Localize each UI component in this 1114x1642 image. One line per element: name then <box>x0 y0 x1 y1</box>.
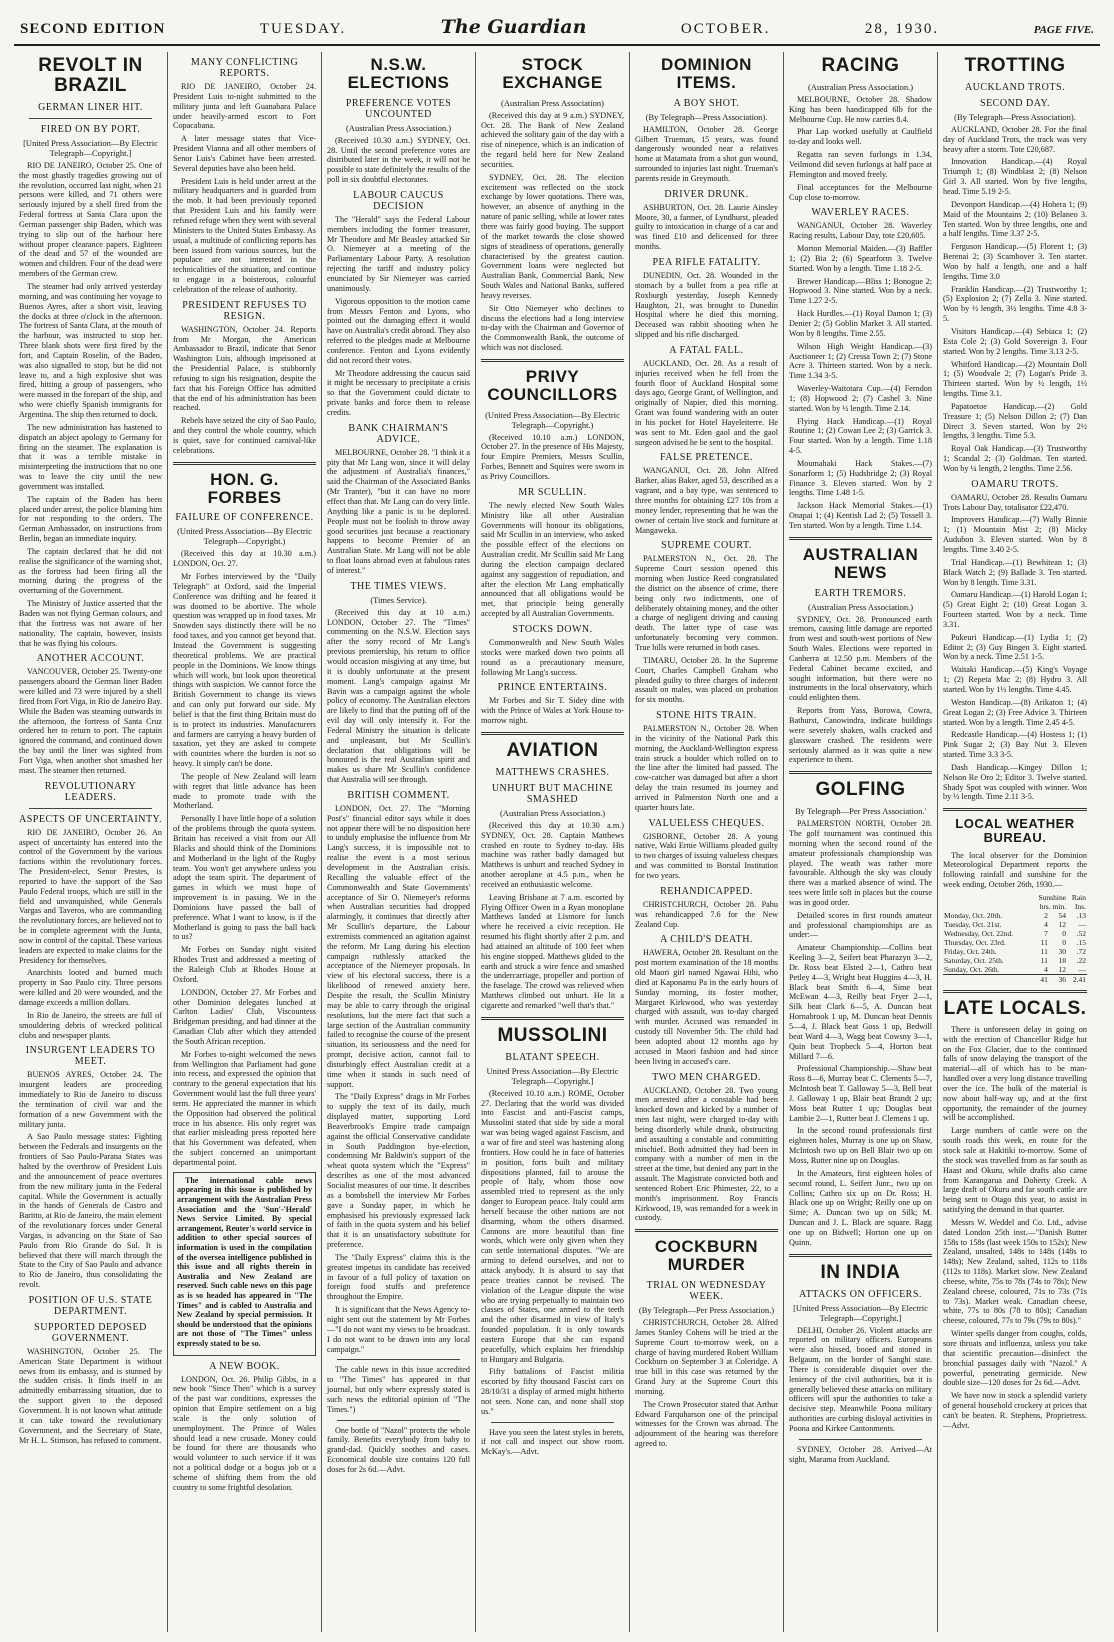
article-paragraph: Detailed scores in first rounds amateur and professional championships are as under:— <box>789 910 932 940</box>
table-row <box>943 929 1087 938</box>
article-paragraph: SYDNEY, Oct. 28. Pronounced earth tremors, causing little damage are reported from west and south-west portions of New South Wales. Elections were reported in Canberra at 12.50 p.m. Members of the Federal Cabinet became excited, and sought information, but there were no instruments in the local observatory, which could enlighten them. <box>789 614 932 703</box>
advertisement: Winter spells danger from coughs, colds, sore throats and influenza, unless you take that scientific precaution—disinfect the bronchial passages daily with "Nazol." A powerful, penetrating germicide. New double size—120 doses for 2s 6d.—Advt. <box>943 1329 1087 1388</box>
article-paragraph: Final acceptances for the Melbourne Cup close to-morrow. <box>789 182 932 202</box>
subhead: A FATAL FALL. <box>669 344 744 356</box>
subhead: MR SCULLIN. <box>518 486 587 498</box>
article-paragraph: DELHI, October 26. Violent attacks are reported on military officers. Europeans were also hissed, booed and stoned in Belgaum, on the border of Sanghi state. There is considerable disquiet over the leniency of the civil authorities, but it is generally believed these attacks on military officers will spur the authorities to take a decisive step. Meanwhile Poona military authorities are curbing disloyal activities in Poona and Kirkee Cantonments. <box>789 1325 932 1433</box>
race-result: Pukeuri Handicap.—(1) Lydia 1; (2) Editor 2; (3) Guy Bingen 3. Eight started. Won by a neck. Time 2.51 1-5. <box>943 632 1087 662</box>
credit-line: (By Telegraph—Per Press Association.) <box>638 1305 775 1315</box>
table-row <box>943 965 1087 975</box>
subhead: BANK CHAIRMAN'S ADVICE. <box>348 422 449 445</box>
article-paragraph: Sir Otto Niemeyer who declines to discuss the elections had a long interview to-day with the Chairman and Governor of the Commonwealth Bank, the outcome of which was not disclosed. <box>481 303 624 353</box>
table-row <box>943 920 1087 929</box>
column-7 <box>938 52 1092 1632</box>
credit-line: (Australian Press Association.) <box>345 122 452 133</box>
article-paragraph: Mr Forbes interviewed by the "Daily Telegraph" at Oxford, said the Imperial Conference was drifting and he feared it was doomed to be abortive. The whole question was wrapped up in food taxes. Mr Snowden says distinctly there will be no food taxes, and you cannot get beyond that. Instead the Government is suggesting theoretical problems. We are practical people in the Dominions. We know things which will work, but look upon theoretical things with suspicion. We cannot force the British Government to change its views and can only put forward our side. My belief is that the first thing Britain must do is to protect its industries. Manufacturers and farmers are carrying a heavy burden of taxation, yet they are asked to compete with countries where the burden is not so heavy. It simply can't be done. <box>173 572 316 769</box>
article-paragraph: WASHINGTON, October 25. The American State Department is without news from its embassy, and is stunned by the sudden crisis. It finds itself in an admittedly embarrassing situation, due to the support given to the deposed Government. It is not known what attitude it can take toward the revolutionary Government, and the Secretary of State, Mr H. L. Stimson, has refused to comment. <box>19 1346 162 1445</box>
article-paragraph: Fifty battalions of Fascist militia escorted by fifty thousand Fascist cars on 28/10/31 a display of armed might hitherto not seen. None can, and none shall stop us." <box>481 1367 624 1416</box>
article-paragraph: A later message states that Vice-President Vianna and all other members of Senor Luis's Cabinet have been arrested. Several deputies have also been held. <box>173 134 316 173</box>
table-header: hrs. min. <box>1039 901 1067 911</box>
notice-text: The international cable news appearing in this issue is published by arrangement with the Australian Press Association and the 'Sun'-'Herald' News Service Limited. By special arrangement, Reuter's world service in addition to other special sources of information is used in the compilation of the oversea intelligence published in this issue and all rights therein in Australia and New Zealand are reserved. Such cable news on this page as is so headed has appeared in "The Times" and is cabled to Australia and New Zealand by special permission. It should be understood that the opinions are not those of "The Times" unless expressly stated to be so. <box>177 1175 312 1348</box>
article-paragraph: Leaving Brisbane at 7 a.m. escorted by Flying Officer Owen in a Ryan monoplane Matthews landed at Lismore for lunch where he received a civic reception. He resumed his flight shortly after 2 p.m. and had attained an altitude of 100 feet when his engine stopped. Matthews glided to the earth and struck a wire fence and smashed the undercarriage, propeller and portion of the fuselage. The crowd was relieved when Matthews climbed out unhurt. He lit a cigarette and remarked "well that's that." <box>481 892 624 1010</box>
article-paragraph: LONDON, October 27. Mr Forbes and other Dominion delegates lunched at Carlton Ladies' Club, Viscountess Bridgeman presiding, and had dinner at the Canadian Club after which they attended the South African reception. <box>173 987 316 1046</box>
article-paragraph: LONDON, Oct. 27. The "Morning Post's" financial editor says while it does not appear there will be no disposition here to unduly emphasise the influence from Mr Lang's success, it is impossible not to realise the event is a most serious development in the Australian crisis. Recalling the valuable effect of the Commonwealth and State Governments' acceptance of Sir O. Niemeyer's reforms when Australian securities had dropped alarmingly, it continues that directly after Mr Scullin's departure, the Labour extremists commenced an agitation against the reform. Mr Lang during his election campaign ruthlessly attacked the acceptance of the Niemeyer proposals. In view of his electoral success, there is a likelihood of renewed anxiety here. Despite the result, the Scullin Ministry may be able to carry through the original resolutions, but the mere fact that such a large section of the Australian community failed to recognise the course of the present situation, its seriousness and the need for prompt, decisive action, cannot fail to disturbingly effect Australian credit at a time when it stands in such need of support. <box>327 803 470 1089</box>
headline-australian-news: AUSTRALIAN NEWS <box>802 544 919 582</box>
table-row <box>943 911 1087 920</box>
article-paragraph: The steamer had only arrived yesterday morning, and was continuing her voyage to Buenos Ayres, after a short visit, leaving the docks at three o'clock in the afternoon. The fortress of Santa Clara, at the mouth of the harbour, was instructed to stop her. Three blank shots were first fired by the fort, and Captain Roselin, of the Baden, was also signalled to stop, but he did not leave to, and a high explosive shot was fired, hitting a group of passengers, who were massed in the forepart of the ship, and who were chiefly Spanish immigrants for Argentina. The ship then returned to dock. <box>19 282 163 419</box>
race-result: Flying Hack Handicap.—(1) Royal Routine 1; (2) Cowan Lee 2; (3) Garrick 3. Four started. Won by a length. Time 1.18 4-5. <box>789 416 932 456</box>
table-row <box>943 938 1087 947</box>
headline-aviation: AVIATION <box>506 739 599 761</box>
article-paragraph: The captain of the Baden has been placed under arrest, the police blaming him for not responding to the orders. The German Ambassador, on instructions from Berlin, began an immediate inquiry. <box>19 494 162 544</box>
article-paragraph: (Received 10.10 a.m.) LONDON, October 27. In the presence of His Majesty, four Empire Premiers, Messrs Scullin, Forbes, Bennett and Squires were sworn in as Privy Councillors. <box>481 432 624 481</box>
table-row <box>943 956 1087 965</box>
article-paragraph: MELBOURNE, October 28. "I think it a pity that Mr Lang won, since it will delay the adjustment of Australia's finances," said the Chairman of the Associated Banks (Mr Tranter), "but it can have no more effect than that. Mr Lang can do very little. Anything like a panic is to be deplored. People must not be foolish to throw away good securities just because a reactionary happens to become Premier of an Australian State. Mr Lang will not be able to float loans abroad even at fabulous rates of interest." <box>327 447 470 575</box>
race-result: Redcastle Handicap.—(4) Hostess 1; (1) Pink Sugar 2; (3) Bay Nut 3. Eleven started. Time 3.3 3-5. <box>943 730 1087 760</box>
article-paragraph: AUCKLAND, October 28. For the final day of Auckland Trots, the track was very heavy after a storm. Tote £20,687. <box>943 124 1087 154</box>
subhead: MANY CONFLICTING REPORTS. <box>190 57 299 79</box>
article-paragraph: WANGANUI, Oct. 28. John Alfred Barker, alias Baker, aged 53, described as a vagrant, and a bay type, was sentenced to three months for obtaining £27 10s from a money lender, representing that he was the owner of certain live stock and furniture at Mangaweka. <box>635 466 778 535</box>
headline-trotting: TROTTING <box>964 55 1066 76</box>
subhead: SUPPORTED DEPOSED GOVERNMENT. <box>34 1321 147 1344</box>
table-cell: 12 <box>1058 964 1067 974</box>
headline-nsw-elections: N.S.W. ELECTIONS <box>347 55 450 92</box>
article-paragraph: BUENOS AYRES, October 24. The insurgent leaders are proceeding immediately to Rio de Janeiro to discuss the termination of civil war and the formation of a new Government with the military junta. <box>19 1070 162 1129</box>
article-paragraph: CHRISTCHURCH, October 28. Alfred James Stanley Cohens will be tried at the Supreme Court to-morrow week, on a charge of having murdered Robert William Cockburn on September 3 at Coleridge. A true bill in this case was returned by the Grand Jury at the Supreme Court this morning. <box>635 1318 778 1396</box>
article-paragraph: HAMILTON, October 28. George Gilbert Trueman, 15 years, was found dangerously wounded near a relatives home at Matamata from a shot gun wound, surrounded to injuries last night. Trueman's parents reside in Greymouth. <box>635 124 778 183</box>
subhead: MATTHEWS CRASHES. <box>495 766 610 778</box>
article-paragraph: HAWERA, October 28. Resultant on the post mortem examination of the 18 months old Maori girl named Ngawai Hihi, who died at Kaponamu Pa in the early hours of Sunday morning, its foster mother, Margaret Kirkwood, who was yesterday charged with assault, was to-day charged with murder. Accused was remanded in custody till November 5th. The child had been adopted about 12 months ago by accused in Maori fashion and had since been living in accused's care. <box>635 948 778 1066</box>
subhead: DRIVER DRUNK. <box>664 188 749 200</box>
race-result: Franklin Handicap.—(2) Trustworthy 1; (5) Explosion 2; (7) Zella 3. Nine started. Won by ½ length, 3½ lengths. Time 4.8 3-5. <box>943 284 1087 324</box>
subhead: ANOTHER ACCOUNT. <box>36 653 145 665</box>
article-paragraph: (Received this day at 10 a.m.) LONDON, October 27. The "Times" commenting on the N.S.W. Election says after the sorry record of Mr Lang's previous premiership, his return to office would occasion misgiving at any time, but it is doubly unfortunate at the present moment. Lang's campaign against Mr Bavin was a campaign against the whole policy of economy. The Australian electors are likely to find that the putting off of the evil day will only intensify it. For the Federal Ministry the situation is delicate and unpleasant, but Mr Scullin's declaration that obligations will be honoured is the real Australian spirit and makes us share Mr Scullin's confidence that Australia will see through. <box>327 607 470 785</box>
article-paragraph: WASHINGTON, October 24. Reports from Mr Morgan, the American Ambassador to Brazil, indicate that Senor Washington Luis, although imprisoned at the Presidential Palace, is stubbornly refusing to sign his resignation, despite the fact that his Foreign Office has admitted that the end of his administration has been reached. <box>173 324 316 413</box>
subhead: OAMARU TROTS. <box>971 478 1059 490</box>
article-paragraph: In the second round professionals first eighteen holes, Murray is one up on Shaw, McIntosh two up on Bell Blair two up on Moss, Rutter nine up on Douglas. <box>789 1126 932 1165</box>
column-2 <box>168 52 322 1632</box>
table-cell: Saturday, Oct. 25th. <box>944 955 1004 965</box>
article-paragraph: Anarchists looted and burned much property in Sao Paulo city. Three persons were killed and 20 were wounded, and the damage exceeds a million dollars. <box>19 968 162 1007</box>
article-paragraph: PALMERSTON NORTH, October 28. The golf tournament was continued this morning when the second round of the amateur professionals championship was played. The weath was rather more favourable. Although the sky was cloudy there was a marked absence of wind. The tees were little soft in places but the course was in good order. <box>789 819 932 907</box>
article-paragraph: SYDNEY, Oct. 28. The election excitement was reflected on the stock exchange by lower quotations. There was, however, an absence of anything in the nature of panic selling, while at lower rates there was fairly good buying. The support of the market towards the close showed signs of steadiness of operations, generally characterised by the greatest caution. Government loans were neglected but Australian Bank, Commercial Bank, New South Wales and National Banks, suffered heavy reverses. <box>481 172 624 300</box>
table-cell: 12 <box>1058 919 1067 929</box>
table-header: Ins. <box>1074 901 1086 911</box>
notice-text: The cable news in this issue accredited to "The Times" has appeared in that journal, but only where expressly stated is such news the editorial opinion of "The Times.") <box>327 1365 470 1414</box>
article-paragraph: RIO DE JANEIRO, October 24. President Luis to-night submitted to the military junta and left Guanabara Palace under heavily-armed escort to Fort Copacabana. <box>173 82 316 131</box>
masthead <box>14 16 1100 46</box>
subhead: INSURGENT LEADERS TO MEET. <box>25 1045 156 1068</box>
table-cell: 0 <box>1062 928 1067 938</box>
article-paragraph: Mr Forbes to-night welcomed the news from Wellington that Parliament had gone into recess, and expressed the opinion that contrary to the general expectation that his Government would last the full three years' term. He appreciated the manner in which the Opposition had observed the political truce in his absence. His only regret was that earlier misleading press reported here that his Government was defeated, when the subject concerned an unimportant departmental point. <box>173 1049 316 1167</box>
credit-line: (Australian Press Association.) <box>807 601 914 612</box>
headline-golfing: GOLFING <box>815 779 906 801</box>
weather-table <box>943 893 1087 984</box>
table-cell: 2.41 <box>1072 974 1086 984</box>
article-paragraph: President Luis is held under arrest at the military headquarters and is guarded from the mob. It had been previously reported that President Luis and his family were refused refuge when they went with several Ministers to the United States Embassy. As usual, a multitude of conflicting reports has been issued from various sources, but the populace are not interested in the technicalities of the situation, and continue to engage in a boisterous, colourful celebration of the release of authority. <box>173 176 316 294</box>
table-cell: .15 <box>1076 937 1086 947</box>
article-paragraph: The local observer for the Dominion Meteorological Department reports the following rainfall and sunshine for the week ending, October 26th, 1930.— <box>943 850 1087 890</box>
headline-racing: RACING <box>821 55 900 76</box>
subhead: LABOUR CAUCUS DECISION <box>353 189 444 212</box>
subhead: THE TIMES VIEWS. <box>350 580 447 592</box>
subhead: PEA RIFLE FATALITY. <box>652 256 761 268</box>
table-cell <box>943 974 1031 984</box>
table-cell: 11 <box>1040 937 1048 947</box>
headline-late-locals: LATE LOCALS. <box>943 997 1087 1019</box>
credit-line: (Australian Press Association.) <box>807 81 914 92</box>
column-4 <box>476 52 630 1632</box>
subhead: POSITION OF U.S. STATE DEPARTMENT. <box>28 1294 153 1317</box>
subhead: A NEW BOOK. <box>209 1360 280 1372</box>
subhead: WAVERLEY RACES. <box>811 207 910 219</box>
race-result: Waitaki Handicap.—(5) King's Voyage 1; (2) Repeta Mac 2; (8) Hydro 3. All started. Won by 1½ lengths. Time 4.45. <box>943 665 1087 694</box>
headline-privy-councillors: PRIVY COUNCILLORS <box>487 366 618 404</box>
race-result: Innovation Handicap.—(4) Royal Triumph 1; (8) Windblast 2; (8) Nelson Girl 3. All started. Won by five lengths, head. Time 5.19 2-5. <box>943 157 1087 196</box>
article-paragraph: Mr Forbes on Sunday night visited Rhodes Trust and addressed a meeting of the Raleigh Club at Rhodes House at Oxford. <box>173 945 316 984</box>
subhead: REVOLUTIONARY LEADERS. <box>44 780 137 803</box>
article-paragraph: It is significant that the News Agency to-night sent out the statement by Mr Forbes—"I do not want my views to be broadcast. I do not want to be drawn into any local campaign." <box>327 1305 470 1354</box>
table-header: Rain <box>1071 892 1086 902</box>
article-paragraph: PALMERSTON N., Oct. 28. The Supreme Court session opened this morning when Justice Reed congratulated the district on the absence of crime, there being only two indictments, one of deliberately obtaining money, and the other a charge of negligent driving and causing death. The latter type of case was unfortunately becoming very common. True bills were returned in both cases. <box>635 554 778 652</box>
table-header <box>943 902 1031 911</box>
subhead: FALSE PRETENCE. <box>660 452 753 464</box>
table-cell: 41 <box>1040 974 1048 984</box>
credit-line: (By Telegraph—Press Association). <box>645 111 768 122</box>
credit-line: By Telegraph—Per Press Association.' <box>794 806 927 817</box>
article-paragraph: GISBORNE, October 28. A young native, Waki Ernie Williams pleaded guilty to two charges of issuing valueless cheques and was committed to Borstal Institution for two years. <box>635 831 778 880</box>
table-cell: 11 <box>1040 955 1048 965</box>
headline-local-weather-bureau: LOCAL WEATHER BUREAU. <box>955 816 1075 845</box>
subhead: STOCKS DOWN. <box>512 623 593 635</box>
notice-box <box>173 1172 316 1356</box>
article-paragraph: In the Amateurs, first eighteen holes of second round, L. Seifert Junr., two up on Collins; Cathro six up on Dr. Ross; H. Black one up on Wright; Reilly one up on Sime; A. Duncan two up on Silk; M. Duncan and J. L. Black are square. Ragg one up on Bidwell; Horton one up on Quinn. <box>789 1168 932 1247</box>
advertisement: One bottle of "Nazol" protects the whole family. Benefits everybody from baby to grand-dad. Quickly soothes and cases. Economical double size contains 120 full doses for 2s 6d.—Advt. <box>327 1425 470 1474</box>
subhead: FAILURE OF CONFERENCE. <box>175 512 314 524</box>
article-paragraph: Professional Championship.—Shaw beat Ross 8—6, Murray beat C. Clements 5—7, McIntosh beat T. Galloway 5—3, Bell beat J. Galloway 1 up, Blair beat Brandt 2 up; Moss beat Rutter 1 up; Douglas beat Lambie 2—1, Rutter beat J. Clemens 1 up. <box>789 1064 932 1123</box>
edition-label: SECOND EDITION <box>20 21 166 37</box>
subhead: ASPECTS OF UNCERTAINTY. <box>19 813 162 825</box>
credit-line: (Australian Press Association.) <box>499 807 606 818</box>
headline-stock-exchange: STOCK EXCHANGE <box>502 55 603 92</box>
race-result: Improvers Handicap.—(7) Wally Binnie 1; (1) Mountain Mist 2; (8) Micky Audubon 3. Eleven started. Won by 8 lengths. Time 3.40 2-5. <box>943 515 1087 554</box>
table-header: Sunshine <box>1038 892 1067 902</box>
race-result: Whitford Handicap.—(2) Mountain Doll 1; (5) Woodvale 2; (7) Logan's Pride 3. Thirteen started. Won by ½ length, 1½ lengths. Time 3.1. <box>943 359 1087 399</box>
subhead: GERMAN LINER HIT. <box>38 101 143 113</box>
credit-line: (By Telegraph—Press Association). <box>954 111 1076 122</box>
table-header-row <box>943 893 1087 902</box>
article-paragraph: (Received 10.30 a.m.) SYDNEY, Oct. 28. Until the second preference votes are distributed later in the week, it will not be possible to state definitely the results of the poll in six doubtful electorates. <box>327 135 470 185</box>
newspaper-title: The Guardian <box>440 16 587 38</box>
column-5 <box>630 52 784 1632</box>
article-paragraph: PALMERSTON N., October 28. When in the vicinity of the National Park this morning, the Auckland-Wellington express train struck a boulder which rolled on to the line after the limited had passed. The cow-catcher was damaged but after a short delay the train resumed its journey and arrived in Palmerston North one and a quarter hours late. <box>635 724 778 812</box>
article-paragraph: (Received this day at 9 a.m.) SYDNEY, Oct. 28. The Bank of New Zealand achieved the solitary gain of the day with a rise of ninepence, which is an indication of the regard held here for New Zealand securities. <box>481 110 624 169</box>
table-cell: 2 <box>1044 910 1048 920</box>
table-cell: .22 <box>1076 955 1086 965</box>
headline-hon-g-forbes: HON. G. FORBES <box>207 469 282 507</box>
table-cell: — <box>1078 964 1086 974</box>
table-cell: 4 <box>1044 919 1048 929</box>
race-result: Brewer Handicap.—Bliss 1; Bonogue 2; Hopwood 3. Nine started. Won by a neck. Time 1.27 2-5. <box>789 276 932 306</box>
subhead: STONE HITS TRAIN. <box>656 710 757 722</box>
subhead: PREFERENCE VOTES UNCOUNTED <box>345 97 452 120</box>
article-paragraph: The Ministry of Justice asserted that the Baden was not flying German colours, and that the fortress was not aware of her nationality. The captain, however, insists that he was flying his colours. <box>19 599 162 648</box>
table-header-row <box>943 902 1087 911</box>
race-result: Dash Handicap.—Kingey Dillon 1; Nelson Re Oro 2; Editor 3. Twelve started. Shady Spot was coupled with winner. Won by ½ length. Time 2.11 3-5. <box>943 762 1087 802</box>
race-result: Morton Memorial Maiden.—(3) Baffler 1; (2) Bia 2; (6) Spearform 3. Twelve Started. Won by a length. Time 1.18 2-5. <box>789 244 932 273</box>
article-paragraph: AUCKLAND, October 28. Two young men arrested after a constable had been knocked down and kicked by a number of men last night, were charged to-day with being disorderly while drunk, obstructing and assaulting a constable and committing mischief. Both admitted they had been in company with a number of men in the street at the time, but denied any part in the assault. The Magistrate convicted both and sentenced Robert Eric Phimester, 22, to a month's imprisonment. Roy Francis Kirkwood, 19, was remanded for a week in custody. <box>635 1085 778 1223</box>
table-cell: Friday, Oct. 24th. <box>944 946 997 956</box>
credit-line: (United Press Association—By Electric Telegraph—Copyright.) <box>485 409 620 430</box>
headline-cockburn-murder: COCKBURN MURDER <box>654 1237 759 1275</box>
table-cell: 54 <box>1058 910 1067 920</box>
article-paragraph: Messrs W. Weddel and Co. Ltd., advise dated London 25th inst.—"Danish Butter 158s to 158s (last week 150s to 152s); New Zealand, unsalted, 148s to 148s (148s to 148s); New Zealand, salted, 112s to 118s (112s to 118s). Market slow. New Zealand cheese, white, 75s to 78s (74s to 78s); New Zealand cheese, coloured, 71s to 73s (71s to 73s). Market weak. Canadian cheese, white, 77s to 80s (78 to 80s); Canadian cheese, coloured, 77s to 79s (79s to 80s)." <box>943 1217 1087 1326</box>
article-paragraph: ASHBURTON, Oct. 28. Laurie Ainsley Moore, 30, a farmer, of Lyndhurst, pleaded guilty to intoxication in charge of a car and was fined £10 and delicensed for three months. <box>635 202 778 252</box>
month: OCTOBER. <box>680 21 771 37</box>
table-row <box>943 947 1087 956</box>
article-paragraph: DUNEDIN, Oct. 28. Wounded in the stomach by a bullet from a pea rifle at Roxburgh yesterday, Joseph Kennedy Haughton, 21, was brought to Dunedin Hospital where he died this morning. Deceased was rabbit shooting when he slipped and his rifle discharged. <box>635 270 778 340</box>
subhead: REHANDICAPPED. <box>660 885 753 897</box>
article-paragraph: Commonwealth and New South Wales stocks were marked down two points all round as a precautionary measure, following Mr Lang's success. <box>481 637 624 677</box>
article-paragraph: The Crown Prosecutor stated that Arthur Edward Farquharson one of the principal witnesses for the Crown was abroad. The adjournment of the hearing was therefore agreed to. <box>635 1399 778 1449</box>
table-cell: — <box>1078 919 1086 929</box>
race-result: Trial Handicap.—(1) Bewhitean 1; (3) Black Watch 2; (9) Ballade 3. Ten started. Won by 8 length. Time 3.31. <box>943 557 1087 587</box>
article-paragraph: MELBOURNE, October 28. Shadow King has been handicapped 6lb for the Melbourne Cup. He now carries 8.4. <box>789 94 932 124</box>
subhead: TRIAL ON WEDNESDAY WEEK. <box>646 1280 767 1302</box>
table-cell: Wednesday, Oct. 22nd. <box>944 928 1014 938</box>
article-paragraph: LONDON, Oct. 26. Philip Gibbs, in a new book "Since Then" which is a survey of the past war conditions, expresses the opinion that Empire settlement on a big scale is the only solution of unemployment. The Prince of Wales should lead a new crusade. Money could be found for there are thousands who would volunteer to such service if it was not a political dodge or a bogus job or a scheme of shifting them from the old country to some frightful desolation. <box>173 1374 316 1492</box>
article-paragraph: CHRISTCHURCH, October 28. Pahu was rehandicapped 7.6 for the New Zealand Cup. <box>635 899 778 929</box>
table-cell: Sunday, Oct. 26th. <box>944 964 1000 974</box>
credit-line: [United Press Association—By Electric Telegraph—Copyright.] <box>23 137 158 158</box>
table-cell: Tuesday, Oct. 21st. <box>944 919 1002 929</box>
headline-dominion-items: DOMINION ITEMS. <box>661 55 752 92</box>
race-result: Weston Handicap.—(8) Arikaton 1; (4) Great Logan 2; (3) Free Advice 3. Thirteen started. Won by a length. Time 2.45 4-5. <box>943 697 1087 727</box>
credit-line: (Australian Press Association) <box>501 97 604 108</box>
article-paragraph: The newly elected New South Wales Ministry like all other Australian Governments will honour its obligations, said Mr Scullin in an interview, who asked the possible effect of the elections on Australian credit. Mr Scullin said Mr Lang during the election campaign declared against any suggestion of repudiation, and after the election Mr Lang emphatically announced that all obligations would be met, that principle being generally accepted by all Australian Governments. <box>481 500 624 619</box>
subhead: AUCKLAND TROTS. <box>964 81 1066 93</box>
table-cell: .52 <box>1076 928 1086 938</box>
subhead: BLATANT SPEECH. <box>505 1051 600 1063</box>
table-cell: Monday, Oct. 20th. <box>944 910 1003 920</box>
table-cell: 7 <box>1044 928 1048 938</box>
article-paragraph: Amateur Championship.—Collins beat Keeling 3—2, Seifert beat Pharazyn 3—2, Dr. Ross beat Elsted 2—1, Cathro beat Petley 4—3, Wright beat Huggins 4—3, H. Black beat Smith 6—4, Sime beat McEwan 4—3, Reilly beat Fryer 2—1, Silk beat Clark 6—5, A. Duncan beat Hornabrook 1 up, M. Duncan beat Dennis 5—4, J. Black beat Goss 1 up, Bedwill beat Ward 4—3, Wagg beat Cowsny 3—1, Quin beat Tropbeck 5—4, Horton beat Millard 7—6. <box>789 943 932 1061</box>
article-paragraph: Phar Lap worked usefully at Caulfield to-day and looks well. <box>789 127 932 147</box>
article-paragraph: (Received this day at 10.30 a.m.) SYDNEY, Oct. 28. Captain Matthews crashed en route to Sydney to-day. His machine was rather badly damaged but Matthews is unhurt and reached Sydney in another aeroplane at 4.5 p.m., when he received an enthusiastic welcome. <box>481 820 624 889</box>
article-paragraph: OAMARU, October 28. Results Oamaru Trots Labour Day, totalisator £22,470. <box>943 492 1087 512</box>
race-result: Oamaru Handicap.—(1) Harold Logan 1; (5) Great Eight 2; (10) Great Logan 3. Fourteen started. Won by a neck. Time 3.31. <box>943 590 1087 629</box>
column-6 <box>784 52 938 1632</box>
race-result: Ferguson Handicap.—(5) Florent 1; (3) Berenai 2; (3) Scambover 3. Ten starter. Won by half a length, one and a half lengths. Time 3.0 <box>943 242 1087 281</box>
article-paragraph: The captain declared that he did not realise the significance of the warning shot, as the fortress had been firing all the morning during the progress of the overturning of the Government. <box>19 546 162 596</box>
subhead: PRESIDENT REFUSES TO RESIGN. <box>182 299 307 322</box>
subhead: PRINCE ENTERTAINS. <box>497 682 608 694</box>
article-paragraph: Regatta ran seven furlongs in 1.34, Veilmond did seven furlongs at half pace at Flemington and moved freely. <box>789 150 932 179</box>
article-paragraph: RIO DE JANEIRO, October 25. One of the most ghastly tragedies growing out of the revolution, occurred last night, when 21 persons were killed, and 71 others were seriously injured by a shell fired from the Federal fortress at Santa Clara upon the German passenger ship Baden, which was trying to slip out of the harbour here without proper clearance papers. Eighteen of the dead and 57 of the wounded are women and children. Four of the dead were members of the German crew. <box>19 160 162 279</box>
table-cell: 11 <box>1040 946 1048 956</box>
subhead: A CHILD'S DEATH. <box>660 934 753 946</box>
credit-line: (Times Service). <box>370 594 427 605</box>
article-paragraph: Vigorous opposition to the motion came from Messrs Fenton and Lyons, who pointed out the damaging effect it would have on Australia's credit abroad. They also referred to the pledges made at Melbourne conference. Fenton and Lyons evidently did not record their votes. <box>327 296 470 365</box>
table-cell: 0 <box>1062 937 1067 947</box>
subhead: UNHURT BUT MACHINE SMASHED <box>491 782 614 805</box>
advertisement: We have now in stock a splendid variety of general household crockery at prices that can't be beaten. R. Stephens, Proprietress.—Advt. <box>943 1391 1087 1430</box>
race-result: Waverley-Waitotara Cup.—(4) Ferndon 1; (8) Hopwood 2; (7) Cashel 3. Nine started. Won by ½ length. Time 2.14. <box>789 384 932 413</box>
subhead: ATTACKS ON OFFICERS. <box>799 1288 922 1300</box>
columns <box>14 52 1100 1632</box>
table-cell: 30 <box>1058 946 1067 956</box>
article-paragraph: Mr Forbes and Sir T. Sidey dine with with the Prince of Wales at York House to-morrow night. <box>481 696 624 726</box>
credit-line: [United Press Association—By Electric Telegraph—Copyright.] <box>793 1302 928 1323</box>
article-paragraph: TIMARU, October 28. In the Supreme Court, Charles Campbell Graham who pleaded guilty to three charges of indecent assault on males, was placed on probation for six months. <box>635 655 778 705</box>
article-paragraph: A Sao Paulo message states: Fighting between the Federals and insurgents on the frontiers of Sao Paulo-Parana States was halted by the overthrow of President Luis and the announcement of peace overtures from the new military junta in the Federal capital. While the Government is actually in the hands of Generals de Castro and Baritto, at Rio de Janeiro, the main element of the revolutionary forces under General Vargas, is advancing on the State of Sao Paulo from Rio Grande do Sul. It is believed that there will march through the State to the City of Sao Paulo and advance to Rio de Janeiro, thus consolidating the revolt. <box>19 1132 162 1290</box>
headline-mussolini: MUSSOLINI <box>497 1024 608 1046</box>
article-paragraph: Personally I have little hope of a solution of the problems through the quota system. Britain has received a visit from our All Blacks and should think of the Dominions and Motherland in the light of the Rugby team. You won't get anywhere unless you adopt the team spirit. The department of games in which we must hope of improvement is in passing. We in the Dominions have passed the ball of preference. What I want to know, is if the Motherland is going to pass the ball back to us? <box>173 814 316 942</box>
article-paragraph: RIO DE JANEIRO, October 26. An aspect of uncertainty has entered into the control of the Government by the various factions within the revolutionary forces. The President-elect, Senor Prestes, is reported to have the support of the Sao Paulo Federal troops, which are still in the field and unvanquished, while Generals Vargas and Taveros, who are commanding the revolutionary forces, are believed not to be in complete agreement with the Junta, now in control of the capital. These various leaders are expected to make claims for the Presidency for themselves. <box>19 827 162 965</box>
article-paragraph: VANCOUVER, October 25. Twenty-one passengers aboard the German liner Baden were killed and 73 were injured by a shell fired from Fort Viga, in Rio de Janeiro Bay. While the Baden was steaming outwards in the afternoon, the fortress of Santa Cruz ordered her to return to port. The captain ignored the command, and continued down the bay until the liner was sighted from Fort Viga, when another shot smashed her mast. The steamer then returned. <box>19 667 162 775</box>
date: 28, 1930. <box>864 21 940 37</box>
column-3 <box>322 52 476 1632</box>
race-result: Papatoetoe Handicap.—(2) Gold Treasure 1; (5) Nelson Dillon 2; (7) Dan Direct 3. Seven started. Won by 2½ lengths, 3 lengths. Time 5.3. <box>943 401 1087 441</box>
article-paragraph: (Received 10.10 a.m.) ROME, October 27. Declaring that the world was divided into Fascist and anti-Fascist camps, Mussolini stated that side by side a moral war was being waged against Fascism, and a war of fire and steel was hastening along frontiers. How could he in face of batteries in position, forts built and military dispositions planned, fail to arouse the people of Italy, whom those now assembled tried to represent as the only danger to European peace. Italy could arm herself because the other nations are not disarming, whom the others disarmed. Cannons are more beautiful than fine words, which were only given when they can settle international disputes. "We are arming to defend ourselves, and not to attack anybody. It is absurd to say that peace treaties cannot be revised. The violation of the League dispute the wise who are trying perpetually to maintain two classes of States, one armed to the teeth and the other disarmed in view of Italy's founded population. It is only towards eastern Europe that she can expand peacefully, which explains her friendship to Hungary and Bulgaria. <box>481 1088 624 1364</box>
article-paragraph: Large numbers of cattle were on the south roads this week, en route for the stock sale at Hakitiki to-morrow. Some of the stock was travelled from as far south as Haast and Okuru, while drafts also came from Karangarua and Doherty Creek. A large draft of Okuru and far south cattle are being sent to Otago this year, to assist in satisfying the demand in that quarter. <box>943 1126 1087 1215</box>
table-cell: 4 <box>1044 964 1048 974</box>
article-paragraph: There is unforeseen delay in going on with the erection of Chancellor Ridge hut on the Fox Glacier, due to the continued falls of snow delaying the transport of the material—all of which has to be man-handled over a very long distance travelling over the ice. The bulk of the material is now about half-way up, and at the first opportunity, the remainder of the journey will be accomplished. <box>943 1024 1087 1123</box>
race-result: Hack Hurdles.—(1) Royal Damon 1; (3) Denier 2; (5) Goblin Market 3. All started. Won by 8 lengths. Time 2.55. <box>789 309 932 338</box>
table-total-row <box>943 974 1087 984</box>
table-header <box>943 893 1031 902</box>
table-cell: .13 <box>1076 910 1086 920</box>
subhead: VALUELESS CHEQUES. <box>648 817 765 829</box>
subhead: SUPREME COURT. <box>661 540 752 552</box>
subhead: EARTH TREMORS. <box>814 587 907 599</box>
race-result: Moumahaki Hack Stakes.—(7) Sonarform 1; (5) Hudsbridge 2; (3) Royal Finance 3. Eleven started. Won by 2 lengths. Time 1.48 1-5. <box>789 458 932 498</box>
page-number: PAGE FIVE. <box>1033 24 1094 36</box>
article-paragraph: WANGANUI, October 28. Waverley Racing results, Labour Day, tote £20,605. <box>789 221 932 241</box>
headline-in-india: IN INDIA <box>820 1261 901 1283</box>
article-paragraph: Reports from Yass, Borowa, Cowra, Bathurst, Canowindra, indicate buildings were severely shaken, walls cracked and glassware crashed. The residents were seriously alarmed as it was quite a new experience to them. <box>789 706 932 765</box>
column-1 <box>14 52 168 1632</box>
article-paragraph: SYDNEY, October 28. Arrived—At sight, Marama from Auckland. <box>789 1444 932 1464</box>
weekday: TUESDAY. <box>259 21 347 37</box>
table-cell: .72 <box>1076 946 1086 956</box>
race-result: Jackson Hack Memorial Stakes.—(1) Onapai 1; (4) Kentish Lad 2; (5) Tossell 3. Ten started. Won by a length. Time 1.14. <box>789 501 932 530</box>
credit-line: United Press Association—By Electric Telegraph—Copyright.] <box>486 1065 619 1086</box>
article-paragraph: Rebels have seized the city of Sao Paulo, and they control the whole country, which is quiet, save for continued carnival-like celebrations. <box>173 416 316 455</box>
article-paragraph: The "Daily Express" drags in Mr Forbes to supply the text of its daily, much displayed matter, supporting Lord Beaverbrook's Empire trade campaign against the official Conservative candidate in South Paddington bye-election, condemning Mr Baldwin's support of the wheat quota system which the "Express" describes as one of the most advanced Socialist measures of our time. It describes as a bombshell the interview Mr Forbes gave a Sunday paper, in which he emphasised his previously expressed lack of faith in the quota system and his belief that it is an unsatisfactory substitute for preference. <box>327 1092 470 1250</box>
subhead: A BOY SHOT. <box>673 97 740 109</box>
subhead: SECOND DAY. <box>980 97 1050 109</box>
advertisement: Have you seen the latest styles in berets, if not call and inspect our show room. McKay's.—Advt. <box>481 1427 624 1457</box>
headline-revolt-in-brazil: REVOLT IN BRAZIL <box>38 55 143 96</box>
article-paragraph: In Rio de Janeiro, the streets are full of smouldering debris of wrecked political clubs and newspaper plants. <box>19 1010 162 1040</box>
article-paragraph: The new administration has hastened to dispatch an abject apology to Germany for firing on the steamer. The explanation is that it was a terrible mistake in misinterpreting the instructions that no one was to leave the city until the new government was installed. <box>19 422 162 491</box>
article-paragraph: The people of New Zealand will learn with regret that little advance has been made to promote trade with the Motherland. <box>173 771 316 811</box>
table-cell: 18 <box>1058 955 1067 965</box>
subhead: TWO MEN CHARGED. <box>652 1071 761 1083</box>
article-paragraph: The "Daily Express" claims this is the greatest impetus its candidate has received in favour of a full policy of taxation on foreign food stuffs and preference throughout the Empire. <box>327 1252 470 1302</box>
race-result: Devonport Handicap.—(4) Hohera 1; (9) Maid of the Mountains 2; (10) Belaneo 3. Ten started. Won by three lengths, one and a half lengths. Time 3.37 2-5. <box>943 199 1087 239</box>
race-result: Royal Oak Handicap.—(3) Trustworthy 1; Scandal 2; (3) Goldman. Ten started. Won by ¼ length, 2 lengths. Time 2.56. <box>943 444 1087 473</box>
credit-line: (United Press Association—By Electric Telegraph—Copyright.) <box>177 526 312 547</box>
race-result: Wilson High Weight Handicap.—(3) Auctioneer 1; (2) Cressa Town 2; (7) Stone Acre 3. Thirteen started. Won by a neck. Time 1.34 3-5. <box>789 341 932 381</box>
article-paragraph: The "Herald" says the Federal Labour members including the former treasurer, Mr Theodore and Mr Beasley attacked Sir O. Niemeyer at a meeting of the Parliamentary Labour Party. A resolution rejecting the tariff and industry policy enunciated by Sir Niemeyer was carried unanimously. <box>327 214 470 293</box>
article-paragraph: AUCKLAND, Oct. 28. As a result of injuries received when he fell from the fourth floor of Auckland Hospital some days ago, George Grant, of Wellington, and originally of Napier, died this morning. Grant was found wandering with an outer in his pocket for Hotel Hayeleiterre. He was sent to Mt. Eden gaol and the gaol surgeon advised he be sent to the hospital. <box>635 358 778 447</box>
subhead: BRITISH COMMENT. <box>347 789 450 801</box>
article-paragraph: (Received this day at 10.30 a.m.) LONDON, Oct. 27. <box>173 549 316 569</box>
table-cell: Thursday, Oct. 23rd. <box>944 937 1006 947</box>
subhead: FIRED ON BY PORT. <box>40 123 141 135</box>
table-cell: 36 <box>1058 974 1067 984</box>
article-paragraph: Mr Theodore addressing the caucus said it might be necessary to precipitate a crisis so that the Government could dictate to private banks and force them to release credits. <box>327 368 470 417</box>
race-result: Visitors Handicap.—(4) Sebiaca 1; (2) Esta Cole 2; (3) Gold Sovereign 3. Four started. Won by 2 lengths. Time 3.13 2-5. <box>943 326 1087 356</box>
